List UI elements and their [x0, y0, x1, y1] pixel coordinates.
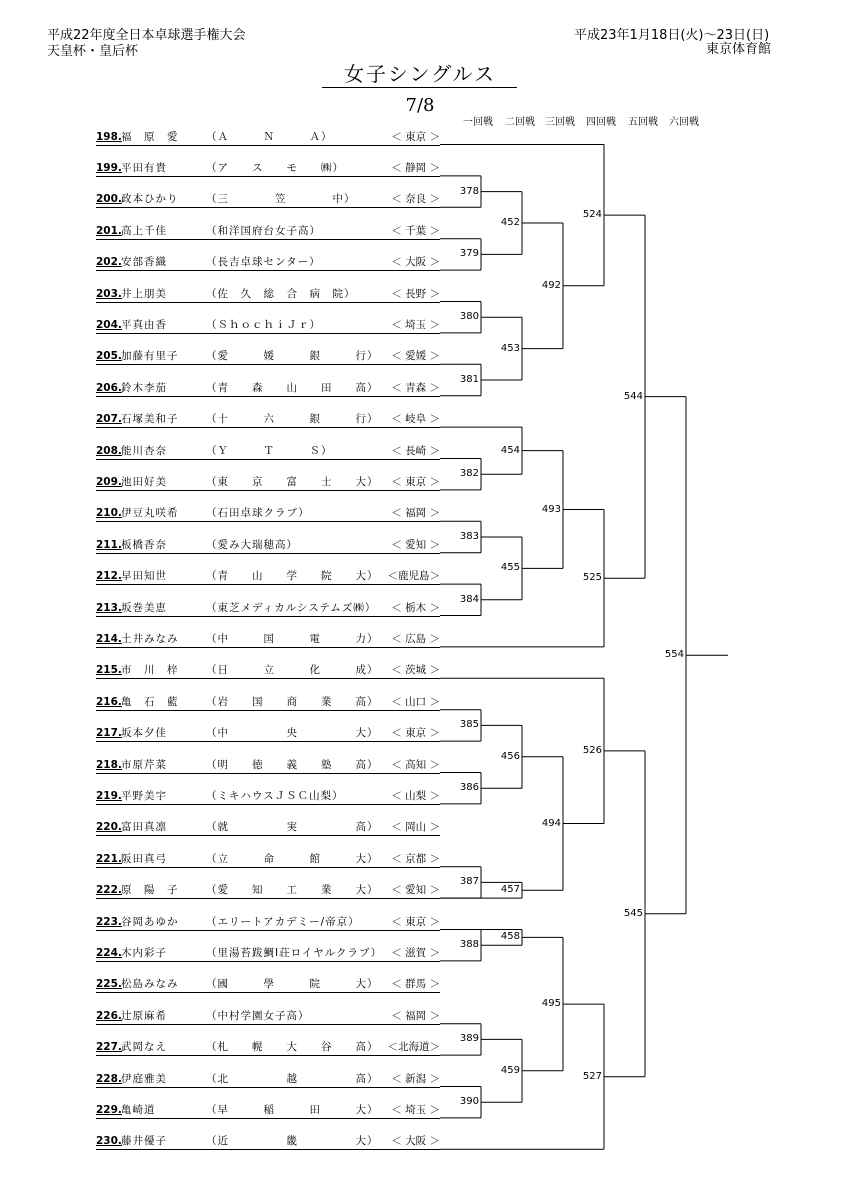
player-number: 201. [96, 224, 122, 237]
player-name: 亀 石 藍 [121, 695, 179, 708]
player-number: 209. [96, 475, 122, 488]
player-name: 池田好美 [121, 475, 167, 488]
match-number: 527 [582, 1070, 602, 1082]
player-affiliation: （就 実 高） [206, 821, 379, 834]
round-label-4: 四回戦 [586, 117, 616, 128]
player-affiliation: （青 森 山 田 高） [206, 381, 379, 394]
player-number: 210. [96, 507, 122, 520]
player-name: 亀崎道 [121, 1103, 156, 1116]
cup-names: 天皇杯・皇后杯 [47, 44, 139, 59]
player-prefecture: ＜ 福岡 ＞ [391, 1009, 440, 1022]
player-prefecture: ＜鹿児島＞ [387, 570, 440, 583]
player-affiliation: （ＳｈｏｃｈｉＪｒ） [206, 318, 321, 331]
player-name: 阪田真弓 [121, 852, 167, 865]
match-number: 382 [459, 468, 479, 480]
player-number: 215. [96, 664, 122, 677]
player-affiliation: （佐 久 総 合 病 院） [206, 287, 356, 300]
match-number: 379 [459, 248, 479, 260]
tournament-name: 平成22年度全日本卓球選手権大会 [47, 28, 246, 43]
player-name: 井上朋美 [121, 287, 167, 300]
match-number: 383 [459, 531, 479, 542]
player-affiliation: （愛み大瑞穂高） [206, 538, 298, 551]
round-label-6: 六回戦 [669, 117, 699, 128]
player-number: 202. [96, 256, 122, 269]
player-prefecture: ＜ 奈良 ＞ [391, 193, 440, 206]
player-affiliation: （東 京 富 士 大） [206, 475, 379, 488]
player-prefecture: ＜ 岡山 ＞ [391, 821, 440, 834]
player-affiliation: （日 立 化 成） [206, 664, 379, 677]
player-number: 228. [96, 1072, 122, 1085]
player-prefecture: ＜ 長崎 ＞ [391, 444, 440, 457]
player-number: 226. [96, 1009, 122, 1022]
match-number: 385 [459, 719, 479, 731]
player-number: 229. [96, 1103, 122, 1116]
player-name: 平野美宇 [121, 789, 167, 802]
player-number: 223. [96, 915, 122, 928]
player-affiliation: （長吉卓球センター） [206, 256, 321, 269]
player-number: 205. [96, 350, 122, 363]
player-number: 198. [96, 130, 122, 143]
player-prefecture: ＜ 高知 ＞ [391, 758, 440, 771]
page-title: 女子シングルス [344, 62, 496, 86]
player-name: 高上千佳 [121, 224, 167, 237]
player-prefecture: ＜ 愛知 ＞ [391, 538, 440, 551]
match-number: 456 [500, 750, 520, 762]
player-number: 208. [96, 444, 122, 457]
player-affiliation: （十 六 銀 行） [206, 413, 379, 426]
match-number: 387 [459, 876, 479, 888]
player-number: 220. [96, 821, 122, 834]
match-number: 494 [541, 817, 561, 829]
player-prefecture: ＜ 埼玉 ＞ [391, 318, 440, 331]
player-prefecture: ＜ 千葉 ＞ [391, 224, 440, 237]
player-name: 伊豆丸咲希 [121, 507, 179, 520]
player-name: 安部香織 [121, 256, 167, 269]
player-affiliation: （近 畿 大） [206, 1135, 379, 1148]
tournament-dates: 平成23年1月18日(火)〜23日(日) [574, 28, 770, 43]
player-number: 219. [96, 789, 122, 802]
player-number: 200. [96, 193, 122, 206]
player-number: 230. [96, 1135, 122, 1148]
round-label-5: 五回戦 [628, 117, 658, 128]
player-prefecture: ＜ 山口 ＞ [391, 695, 440, 708]
player-affiliation: （エリートアカデミー/帝京） [206, 915, 360, 928]
match-number: 386 [459, 782, 479, 794]
player-prefecture: ＜ 大阪 ＞ [391, 1135, 440, 1148]
player-prefecture: ＜ 群馬 ＞ [391, 978, 440, 991]
player-affiliation: （ミキハウスＪＳＣ山梨） [206, 789, 344, 802]
player-name: 藤井優子 [121, 1135, 167, 1148]
player-prefecture: ＜ 静岡 ＞ [391, 161, 440, 174]
player-number: 213. [96, 601, 122, 614]
player-name: 富田真凛 [121, 821, 167, 834]
match-number: 524 [582, 209, 602, 221]
player-name: 谷岡あゆか [121, 915, 179, 928]
player-affiliation: （和洋国府台女子高） [206, 224, 321, 237]
match-number: 454 [500, 444, 520, 456]
player-affiliation: （石田卓球クラブ） [206, 507, 310, 520]
player-name: 武岡なえ [121, 1041, 167, 1054]
player-affiliation: （北 越 高） [206, 1072, 379, 1085]
match-number: 493 [541, 503, 561, 515]
player-prefecture: ＜ 東京 ＞ [391, 727, 440, 740]
player-prefecture: ＜ 岐阜 ＞ [391, 413, 440, 426]
player-prefecture: ＜ 京都 ＞ [391, 852, 440, 865]
player-name: 辻原麻希 [121, 1009, 167, 1022]
player-affiliation: （東芝メディカルシステムズ㈱） [206, 601, 377, 614]
page-number: 7/8 [405, 95, 435, 116]
player-name: 鈴木李茄 [121, 381, 167, 394]
player-prefecture: ＜ 愛知 ＞ [391, 884, 440, 897]
match-number: 492 [541, 279, 561, 291]
player-affiliation: （Ｙ Ｔ Ｓ） [206, 444, 333, 457]
player-number: 225. [96, 978, 122, 991]
venue-name: 東京体育館 [706, 42, 772, 57]
match-number: 457 [500, 884, 520, 896]
match-number: 388 [459, 939, 479, 951]
player-name: 原 陽 子 [121, 884, 179, 897]
player-number: 221. [96, 852, 122, 865]
match-number: 389 [459, 1033, 479, 1045]
match-number: 381 [459, 374, 479, 385]
player-number: 203. [96, 287, 122, 300]
player-prefecture: ＜ 大阪 ＞ [391, 256, 440, 269]
match-number: 378 [459, 185, 479, 197]
player-affiliation: （中 国 電 力） [206, 632, 379, 645]
player-name: 市 川 梓 [121, 664, 179, 677]
player-number: 227. [96, 1041, 122, 1054]
player-number: 199. [96, 161, 122, 174]
player-name: 板橋香奈 [121, 538, 167, 551]
player-number: 211. [96, 538, 122, 551]
match-number: 525 [582, 572, 602, 584]
player-prefecture: ＜ 東京 ＞ [391, 915, 440, 928]
round-label-2: 二回戦 [505, 117, 535, 128]
player-prefecture: ＜ 山梨 ＞ [391, 789, 440, 802]
player-name: 能川杏奈 [121, 444, 167, 457]
player-prefecture: ＜ 埼玉 ＞ [391, 1103, 440, 1116]
player-name: 松島みなみ [121, 978, 179, 991]
player-number: 217. [96, 727, 122, 740]
player-affiliation: （愛 媛 銀 行） [206, 350, 379, 363]
player-prefecture: ＜ 広島 ＞ [391, 632, 440, 645]
player-affiliation: （明 徳 義 塾 高） [206, 758, 379, 771]
match-number: 459 [500, 1064, 520, 1076]
match-number: 495 [541, 998, 561, 1010]
match-number: 455 [500, 562, 520, 574]
match-number: 458 [500, 931, 520, 943]
player-prefecture: ＜ 新潟 ＞ [391, 1072, 440, 1085]
player-name: 平真由香 [121, 318, 167, 331]
match-number: 380 [459, 311, 479, 323]
player-name: 坂巻美恵 [121, 601, 167, 614]
player-name: 土井みなみ [121, 632, 179, 645]
round-label-1: 一回戦 [463, 117, 493, 128]
match-number: 390 [459, 1096, 479, 1108]
player-affiliation: （中村学園女子高） [206, 1009, 310, 1022]
player-name: 平田有貴 [121, 161, 167, 174]
player-affiliation: （札 幌 大 谷 高） [206, 1041, 379, 1054]
player-prefecture: ＜ 長野 ＞ [391, 287, 440, 300]
player-prefecture: ＜ 茨城 ＞ [391, 664, 440, 677]
player-affiliation: （ア ス モ ㈱） [206, 161, 344, 174]
player-number: 218. [96, 758, 122, 771]
match-number: 544 [623, 390, 643, 402]
match-number: 554 [664, 649, 684, 661]
match-number: 526 [582, 744, 602, 756]
player-prefecture: ＜北海道＞ [387, 1041, 440, 1054]
match-number: 452 [500, 217, 520, 228]
player-name: 加藤有里子 [121, 350, 179, 363]
player-prefecture: ＜ 福岡 ＞ [391, 507, 440, 520]
player-affiliation: （里湯苔跋鯛Ⅰ荘ロイヤルクラブ） [206, 946, 383, 959]
player-prefecture: ＜ 栃木 ＞ [391, 601, 440, 614]
player-affiliation: （立 命 館 大） [206, 852, 379, 865]
player-affiliation: （國 學 院 大） [206, 978, 379, 991]
round-label-3: 三回戦 [545, 117, 575, 128]
player-name: 早田知世 [121, 570, 167, 583]
player-name: 市原芹菜 [121, 758, 167, 771]
player-prefecture: ＜ 滋賀 ＞ [391, 946, 440, 959]
player-affiliation: （愛 知 工 業 大） [206, 884, 379, 897]
player-affiliation: （三 笠 中） [206, 193, 356, 206]
player-number: 206. [96, 381, 122, 394]
player-affiliation: （岩 国 商 業 高） [206, 695, 379, 708]
player-prefecture: ＜ 愛媛 ＞ [391, 350, 440, 363]
player-name: 政本ひかり [121, 193, 179, 206]
player-name: 福 原 愛 [121, 130, 179, 143]
player-name: 石塚美和子 [121, 413, 179, 426]
player-name: 木内彩子 [121, 946, 167, 959]
match-number: 545 [623, 907, 643, 919]
player-number: 212. [96, 570, 122, 583]
player-number: 216. [96, 695, 122, 708]
player-number: 204. [96, 318, 122, 331]
player-number: 207. [96, 413, 122, 426]
player-affiliation: （青 山 学 院 大） [206, 570, 379, 583]
player-affiliation: （Ａ Ｎ Ａ） [206, 130, 333, 143]
player-prefecture: ＜ 青森 ＞ [391, 381, 440, 394]
match-number: 453 [500, 342, 520, 354]
player-name: 坂本夕佳 [121, 727, 167, 740]
player-prefecture: ＜ 東京 ＞ [391, 475, 440, 488]
match-number: 384 [459, 593, 479, 605]
player-affiliation: （中 央 大） [206, 727, 379, 740]
player-number: 214. [96, 632, 122, 645]
player-number: 222. [96, 884, 122, 897]
player-affiliation: （早 稲 田 大） [206, 1103, 379, 1116]
player-name: 伊庭雅美 [121, 1072, 167, 1085]
player-prefecture: ＜ 東京 ＞ [391, 130, 440, 143]
player-number: 224. [96, 946, 122, 959]
